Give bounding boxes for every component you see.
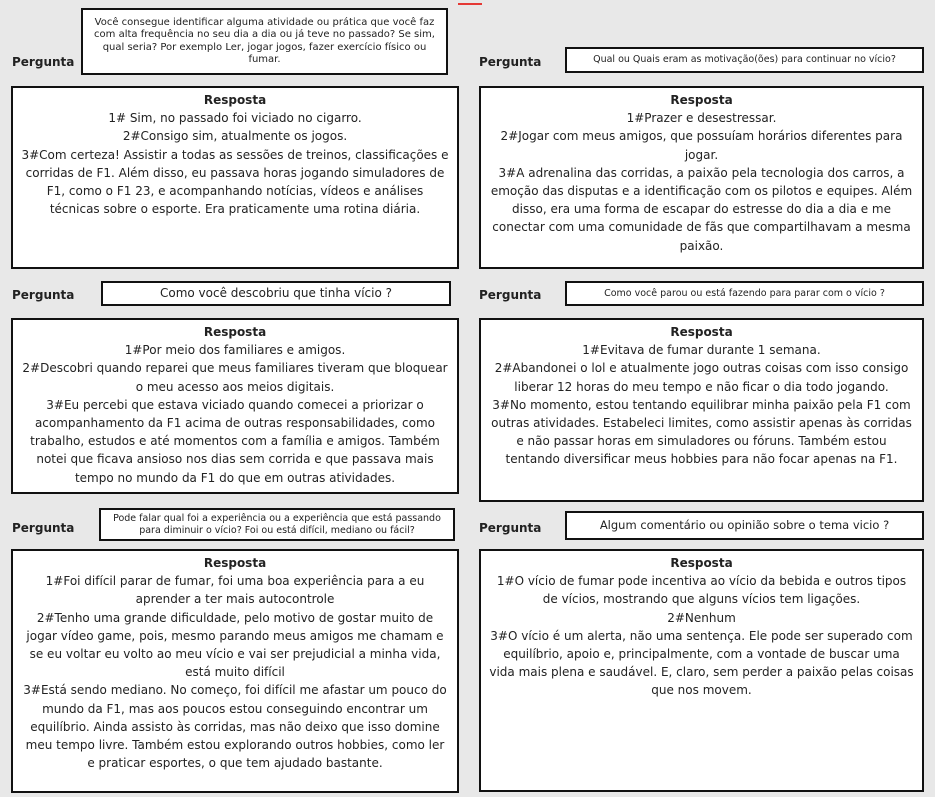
response-title: Resposta [203, 556, 267, 570]
answer-3: 3#Está sendo mediano. No começo, foi difícil me afastar um pouco do mundo da F1, mas aos poucos estou conseguindo encontrar um equilíbrio. Ainda assisto às corridas, mas não deixo que isso domine meu tempo livre. Também estou explorando outros hobbies, como ler e praticar esportes, o que tem ajudado bastante. [23, 683, 447, 771]
answer-1: 1#Por meio dos familiares e amigos. [124, 343, 346, 358]
response-box-5 [479, 318, 924, 502]
response-box-4 [479, 86, 924, 269]
response-title: Resposta [670, 93, 733, 107]
answer-2: 2#Nenhum [667, 610, 736, 625]
question-label-4: Pergunta [479, 55, 542, 69]
response-box-6 [479, 549, 924, 792]
question-label-2: Pergunta [12, 288, 75, 302]
answer-2: 2#Consigo sim, atualmente os jogos. [122, 129, 348, 144]
question-label-6: Pergunta [479, 521, 542, 535]
response-box-2 [11, 318, 459, 494]
question-label-1: Pergunta [12, 55, 75, 69]
answer-3: 3#O vício é um alerta, não uma sentença. Ele pode ser superado com equilíbrio, apoio e, principalmente, com a vontade de buscar uma vida mais plena e saudável. E, claro, sem perder a paixão pelas coisas que nos movem. [489, 628, 914, 698]
answer-2: 2#Tenho uma grande dificuldade, pelo motivo de gostar muito de jogar vídeo game, pois, mesmo parando meus amigos me chamam e se eu voltar eu volto ao meu vício e vai ser prejudicial a minha vida, está muito difícil [26, 610, 444, 680]
answer-1: 1#Foi difícil parar de fumar, foi uma boa experiência para a eu aprender a ter mais autocontrole [45, 574, 425, 607]
question-box-4: Qual ou Quais eram as motivação(ões) para continuar no vício? [565, 47, 924, 73]
answer-2: 2#Descobri quando reparei que meus familiares tiveram que bloquear o meu acesso aos meios digitais. [22, 361, 448, 394]
question-box-6: Algum comentário ou opinião sobre o tema vicio ? [565, 511, 924, 540]
question-label-5: Pergunta [479, 288, 542, 302]
question-box-5: Como você parou ou está fazendo para parar com o vício ? [565, 281, 924, 306]
answer-3: 3#Com certeza! Assistir a todas as sessões de treinos, classificações e corridas de F1. Além disso, eu passava horas jogando simuladores de F1, como o F1 23, e acompanhando notícias, vídeos e análises técnicas sobre o esporte. Era praticamente uma rotina diária. [21, 147, 449, 217]
response-title: Resposta [203, 93, 267, 107]
answer-1: 1#O vício de fumar pode incentiva ao vício da bebida e outros tipos de vícios, mostrando que alguns vícios tem ligações. [496, 574, 907, 607]
answer-2: 2#Jogar com meus amigos, que possuíam horários diferentes para jogar. [500, 129, 903, 162]
top-accent-mark [458, 0, 482, 5]
response-title: Resposta [670, 556, 733, 570]
question-box-1: Você consegue identificar alguma atividade ou prática que você faz com alta frequência no seu dia a dia ou já teve no passado? Se sim, qual seria? Por exemplo Ler, jogar jogos, fazer exercício físico ou fumar. [81, 8, 448, 75]
question-box-3: Pode falar qual foi a experiência ou a experiência que está passando para diminuir o vício? Foi ou está difícil, mediano ou fácil? [99, 508, 455, 541]
answer-3: 3#No momento, estou tentando equilibrar minha paixão pela F1 com outras atividades. Estabeleci limites, como assistir apenas às corridas e não passar horas em simuladores ou fóruns. Também estou tentando diversificar meus hobbies para não focar apenas na F1. [491, 397, 912, 467]
answer-1: 1#Evitava de fumar durante 1 semana. [582, 343, 821, 358]
response-box-1 [11, 86, 459, 269]
response-box-3 [11, 549, 459, 793]
response-title: Resposta [670, 325, 733, 339]
question-box-2: Como você descobriu que tinha vício ? [101, 281, 451, 306]
answer-3: 3#A adrenalina das corridas, a paixão pela tecnologia dos carros, a emoção das disputas e a identificação com os pilotos e equipes. Além disso, era uma forma de escapar do estresse do dia a dia e me conectar com uma comunidade de fãs que compartilhavam a mesma paixão. [490, 165, 913, 253]
response-title: Resposta [203, 325, 267, 339]
answer-2: 2#Abandonei o lol e atualmente jogo outras coisas com isso consigo liberar 12 horas do meu tempo e não ficar o dia todo jogando. [494, 361, 909, 394]
answer-1: 1#Prazer e desestressar. [626, 111, 777, 126]
answer-3: 3#Eu percebi que estava viciado quando comecei a priorizar o acompanhamento da F1 acima de outras responsabilidades, como trabalho, estudos e até momentos com a família e amigos. Também notei que ficava ansioso nos dias sem corrida e que passava mais tempo no mundo da F1 do que em outras atividades. [30, 397, 440, 485]
question-label-3: Pergunta [12, 521, 75, 535]
answer-1: 1# Sim, no passado foi viciado no cigarro. [108, 111, 362, 126]
